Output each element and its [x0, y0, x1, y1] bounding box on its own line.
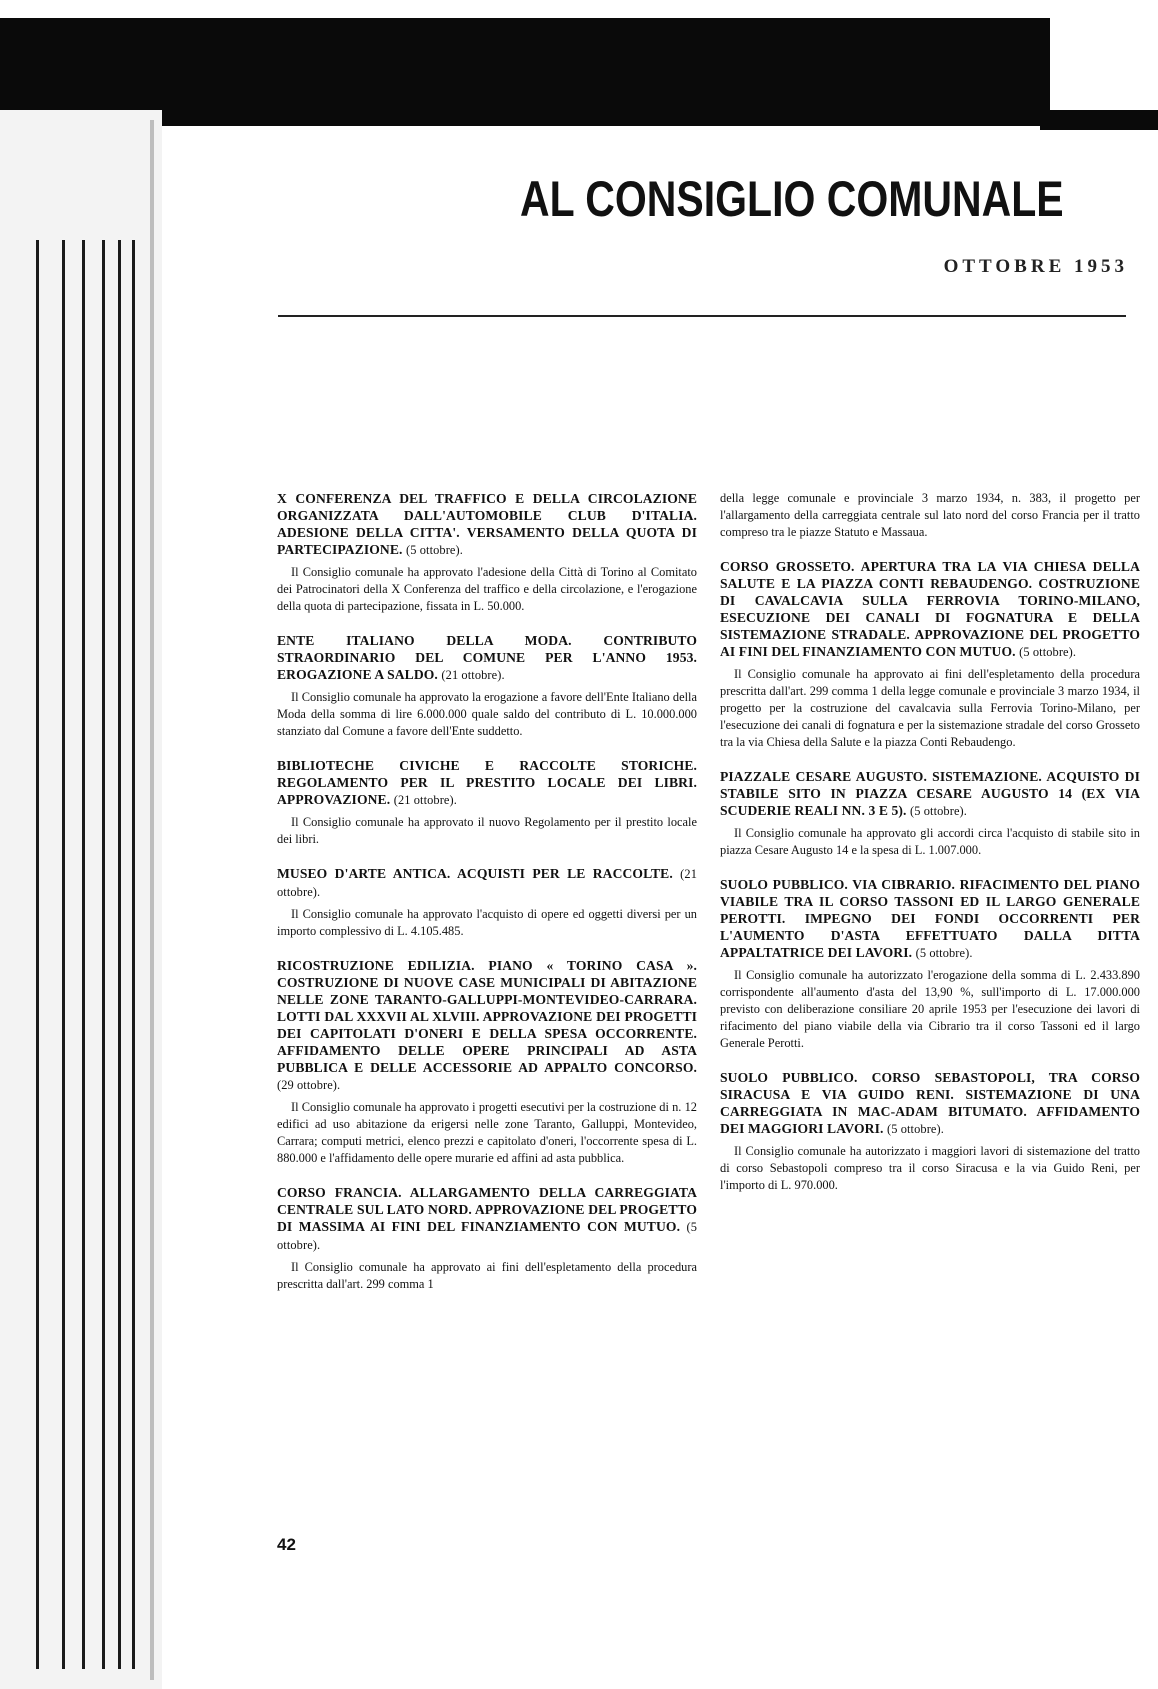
header-rule [278, 315, 1126, 317]
article-date: (21 ottobre). [441, 668, 505, 682]
article-heading: MUSEO D'ARTE ANTICA. ACQUISTI PER LE RACCOLTE. (21 ottobre). [277, 866, 697, 899]
article-heading: PIAZZALE CESARE AUGUSTO. SISTEMAZIONE. ACQUISTO DI STABILE SITO IN PIAZZA CESARE AUGUSTO 14 (EX VIA SCUDERIE REALI NN. 3 E 5). (5 ottobre). [720, 769, 1140, 818]
article-heading: X CONFERENZA DEL TRAFFICO E DELLA CIRCOLAZIONE ORGANIZZATA DALL'AUTOMOBILE CLUB D'ITALIA. ADESIONE DELLA CITTA'. VERSAMENTO DELLA QUOTA DI PARTECIPAZIONE. (5 ottobre). [277, 491, 697, 557]
article-item [277, 490, 697, 615]
article-date: (5 ottobre). [910, 804, 967, 818]
page-title: AL CONSIGLIO COMUNALE [520, 171, 1064, 227]
article-body: Il Consiglio comunale ha approvato ai fini dell'espletamento della procedura prescritta dall'art. 299 comma 1 [277, 1260, 697, 1291]
article-heading: CORSO GROSSETO. APERTURA TRA LA VIA CHIESA DELLA SALUTE E LA PIAZZA CONTI REBAUDENGO. COSTRUZIONE DI CAVALCAVIA SULLA FERROVIA TORINO-MILANO, ESECUZIONE DEI CANALI DI FOGNATURA E DELLA SISTEMAZIONE STRADALE. APPROVAZIONE DEL PROGETTO AI FINI DEL FINANZIAMENTO CON MUTUO. (5 ottobre). [720, 559, 1140, 659]
article-body: Il Consiglio comunale ha approvato gli accordi circa l'acquisto di stabile sito in piazza Cesare Augusto 14 e la spesa di L. 1.007.000. [720, 826, 1140, 857]
article-item [277, 757, 697, 848]
article-heading: ENTE ITALIANO DELLA MODA. CONTRIBUTO STRAORDINARIO DEL COMUNE PER L'ANNO 1953. EROGAZIONE A SALDO. (21 ottobre). [277, 633, 697, 682]
scan-dark-band-right [1040, 110, 1158, 130]
page-edge-line [36, 240, 39, 1669]
left-column [277, 490, 697, 1310]
article-item [277, 865, 697, 940]
article-body: della legge comunale e provinciale 3 marzo 1934, n. 383, il progetto per l'allargamento della carreggiata centrale sul lato nord del corso Francia per il tratto compreso tra le piazze Statuto e Massaua. [720, 491, 1140, 539]
article-date: (5 ottobre). [277, 1220, 697, 1252]
article-body: Il Consiglio comunale ha approvato il nuovo Regolamento per il prestito locale dei libri. [277, 815, 697, 846]
article-heading: SUOLO PUBBLICO. CORSO SEBASTOPOLI, TRA CORSO SIRACUSA E VIA GUIDO RENI. SISTEMAZIONE DI UNA CARREGGIATA IN MAC-ADAM BITUMATO. AFFIDAMENTO DEI MAGGIORI LAVORI. (5 ottobre). [720, 1070, 1140, 1136]
article-body: Il Consiglio comunale ha approvato i progetti esecutivi per la costruzione di n. 12 edifici ad uso abitazione da erigersi nelle zone Taranto, Galluppi, Montevideo, Carrara; computi metrici, elenco prezzi e capitolato d'oneri, l'occorrente spesa di L. 880.000 e l'affidamento delle opere murarie ed affini ad asta pubblica. [277, 1100, 697, 1165]
article-body: Il Consiglio comunale ha autorizzato l'erogazione della somma di L. 2.433.890 corrispondente all'aumento d'asta del 13,90 %, sull'importo di L. 17.000.000 previsto con deliberazione consiliare 20 aprile 1953 per l'esecuzione dei lavori di rifacimento del piano viabile della via Cibrario tra il corso Tassoni ed il largo Generale Perotti. [720, 968, 1140, 1050]
article-continuation [720, 490, 1140, 541]
page-edge-line [102, 240, 105, 1669]
page-edge-line [82, 240, 85, 1669]
article-item [277, 1184, 697, 1293]
article-date: (5 ottobre). [1019, 645, 1077, 659]
page-edge-line [62, 240, 65, 1669]
page-edge-line [132, 240, 135, 1669]
article-heading: SUOLO PUBBLICO. VIA CIBRARIO. RIFACIMENTO DEL PIANO VIABILE TRA IL CORSO TASSONI ED IL LARGO GENERALE PEROTTI. IMPEGNO DEI FONDI OCCORRENTI PER L'AUMENTO D'ASTA EFFETTUATO DALLA DITTA APPALTATRICE DEI LAVORI. (5 ottobre). [720, 877, 1140, 960]
article-heading: BIBLIOTECHE CIVICHE E RACCOLTE STORICHE. REGOLAMENTO PER IL PRESTITO LOCALE DEI LIBRI. APPROVAZIONE. (21 ottobre). [277, 758, 697, 807]
article-date: (5 ottobre). [915, 946, 973, 960]
article-body: Il Consiglio comunale ha approvato ai fini dell'espletamento della procedura prescritta dall'art. 299 comma 1 della legge comunale e provinciale 3 marzo 1934, il progetto per la costruzione del cavalcavia sulla Ferrovia Torino-Milano, per l'esecuzione dei canali di fognatura e per la sistemazione stradale del corso Grosseto tra la via Chiesa della Salute e la piazza Conti Rebaudengo. [720, 667, 1140, 749]
article-item [277, 957, 697, 1167]
article-item [720, 558, 1140, 751]
page-edge-line [118, 240, 121, 1669]
article-item [720, 1069, 1140, 1194]
right-column [720, 490, 1140, 1211]
article-heading: RICOSTRUZIONE EDILIZIA. PIANO « TORINO CASA ». COSTRUZIONE DI NUOVE CASE MUNICIPALI DI ABITAZIONE NELLE ZONE TARANTO-GALLUPPI-MONTEVIDEO-CARRARA. LOTTI DAL XXXVII AL XLVIII. APPROVAZIONE DEI PROGETTI DEI CAPITOLATI D'ONERI E DELLA SPESA OCCORRENTE. AFFIDAMENTO DELLE OPERE PRINCIPALI AD ASTA PUBBLICA E DELLE ACCESSORIE AD APPALTO CONCORSO. (29 ottobre). [277, 958, 697, 1092]
article-body: Il Consiglio comunale ha approvato l'acquisto di opere ed oggetti diversi per un importo complessivo di L. 4.105.485. [277, 907, 697, 938]
article-date: (5 ottobre). [406, 543, 463, 557]
article-date: (5 ottobre). [887, 1122, 944, 1136]
page-subtitle: OTTOBRE 1953 [943, 256, 1128, 277]
page-gutter [150, 120, 154, 1680]
article-body: Il Consiglio comunale ha autorizzato i maggiori lavori di sistemazione del tratto di corso Sebastopoli compreso tra il corso Siracusa e la via Guido Reni, per l'importo di L. 970.000. [720, 1144, 1140, 1192]
article-body: Il Consiglio comunale ha approvato la erogazione a favore dell'Ente Italiano della Moda della somma di lire 6.000.000 quale saldo del contributo di L. 10.000.000 stanziato dal Comune a favore dell'Ente suddetto. [277, 690, 697, 738]
article-body: Il Consiglio comunale ha approvato l'adesione della Città di Torino al Comitato dei Patrocinatori della X Conferenza del traffico e della circolazione, e l'erogazione della quota di partecipazione, fissata in L. 50.000. [277, 565, 697, 613]
article-item [720, 768, 1140, 859]
article-item [720, 876, 1140, 1052]
article-date: (21 ottobre). [277, 867, 697, 899]
stacked-page-edges [0, 110, 162, 1689]
article-date: (29 ottobre). [277, 1078, 341, 1092]
article-item [277, 632, 697, 740]
page-number: 42 [277, 1535, 296, 1554]
article-heading: CORSO FRANCIA. ALLARGAMENTO DELLA CARREGGIATA CENTRALE SUL LATO NORD. APPROVAZIONE DEL PROGETTO DI MASSIMA AI FINI DEL FINANZIAMENTO CON MUTUO. (5 ottobre). [277, 1185, 697, 1252]
article-date: (21 ottobre). [393, 793, 457, 807]
